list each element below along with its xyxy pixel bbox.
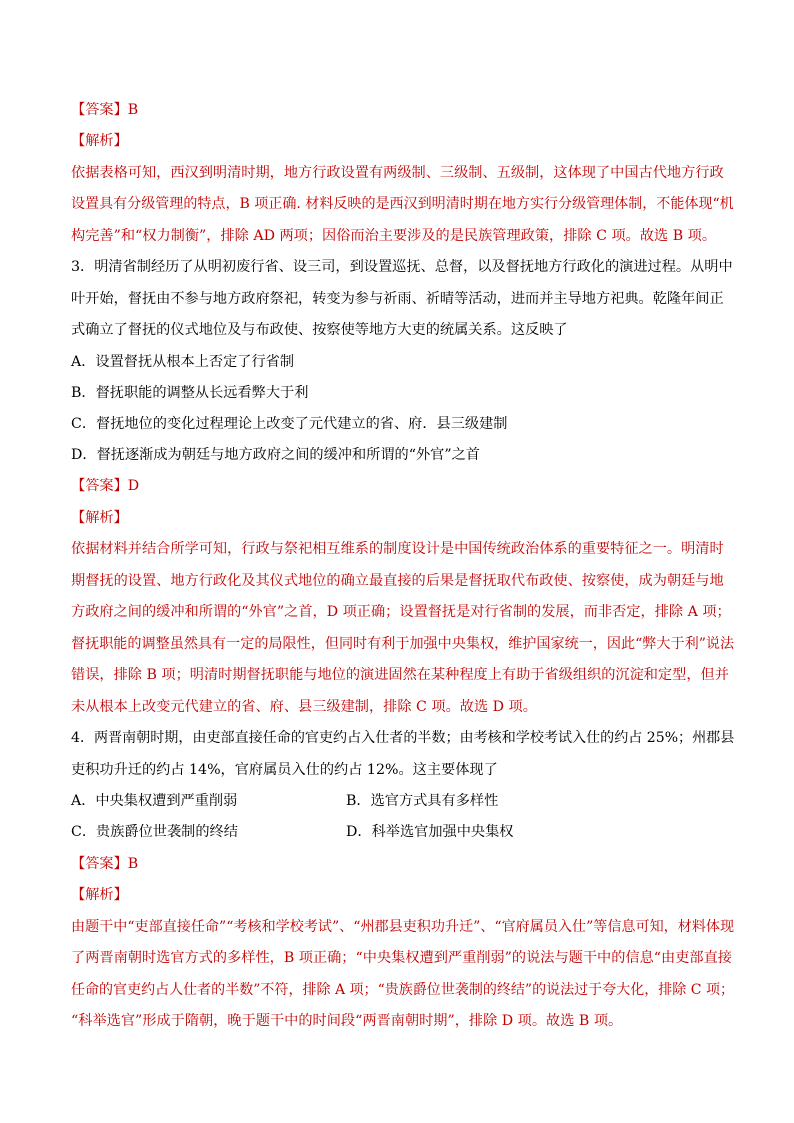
question-stem: 式确立了督抚的仪式地位及与布政使、按察使等地方大吏的统属关系。这反映了 [71, 322, 568, 338]
analysis-label: 【解析】 [71, 510, 128, 526]
answer-label: 【答案】B [71, 856, 139, 872]
analysis-label: 【解析】 [71, 133, 128, 149]
analysis-text: 设置具有分级管理的特点，B 项正确. 材料反映的是西汉到明清时期在地方实行分级管理体制，不能体现“机 [71, 196, 734, 212]
option-a: A．中央集权遭到严重削弱 [71, 793, 238, 809]
analysis-text: 期督抚的设置、地方行政化及其仪式地位的确立最直接的后果是督抚取代布政使、按察使，成为朝廷与地 [71, 573, 724, 589]
analysis-text: 构完善”和“权力制衡”，排除 AD 两项；因俗而治主要涉及的是民族管理政策，排除 C 项。故选 B 项。 [71, 228, 717, 244]
analysis-label: 【解析】 [71, 887, 128, 903]
answer-label: 【答案】D [71, 478, 140, 494]
analysis-text: 错误，排除 B 项；明清时期督抚职能与地位的演进固然在某种程度上有助于省级组织的沉淀和定型，但并 [71, 667, 729, 683]
option-a: A．设置督抚从根本上否定了行省制 [71, 354, 295, 370]
analysis-text: 由题干中“吏部直接任命”“考核和学校考试”、“州郡县吏积功升迁”、“官府属员入仕”等信息可知，材料体现 [71, 919, 735, 935]
analysis-text: 未从根本上改变元代建立的省、府、县三级建制，排除 C 项。故选 D 项。 [71, 699, 537, 715]
analysis-text: 了两晋南朝时选官方式的多样性，B 项正确；“中央集权遭到严重削弱”的说法与题干中的信息“由吏部直接 [71, 950, 732, 966]
analysis-text: “科举选官”形成于隋朝，晚于题干中的时间段“两晋南朝时期”，排除 D 项。故选 B 项。 [71, 1013, 623, 1029]
option-b: B．选官方式具有多样性 [346, 793, 499, 809]
question-stem: 3．明清省制经历了从明初废行省、设三司，到设置巡抚、总督，以及督抚地方行政化的演进过程。从明中 [71, 259, 733, 275]
question-stem: 吏积功升迁的约占 14%，官府属员入仕的约占 12%。这主要体现了 [71, 762, 498, 778]
option-d: D．督抚逐渐成为朝廷与地方政府之间的缓冲和所谓的“外官”之首 [71, 447, 480, 463]
option-d: D．科举选官加强中央集权 [346, 824, 514, 840]
question-stem: 叶开始，督抚由不参与地方政府祭祀，转变为参与祈雨、祈晴等活动，进而并主导地方祀典。乾隆年间正 [71, 291, 724, 307]
analysis-text: 依据材料并结合所学可知，行政与祭祀相互维系的制度设计是中国传统政治体系的重要特征之一。明清时 [71, 541, 724, 557]
option-c: C．督抚地位的变化过程理论上改变了元代建立的省、府．县三级建制 [71, 416, 508, 432]
option-b: B．督抚职能的调整从长远看弊大于利 [71, 385, 309, 401]
analysis-text: 依据表格可知，西汉到明清时期，地方行政设置有两级制、三级制、五级制，这体现了中国古代地方行政 [71, 165, 724, 181]
analysis-text: 任命的官吏约占人仕者的半数”不符，排除 A 项；“贵族爵位世袭制的终结”的说法过于夸大化，排除 C 项； [71, 982, 734, 998]
analysis-text: 督抚职能的调整虽然具有一定的局限性，但同时有利于加强中央集权，维护国家统一，因此“弊大于利”说法 [71, 636, 735, 652]
question-stem: 4．两晋南朝时期，由吏部直接任命的官吏约占入仕者的半数；由考核和学校考试入仕的约占 25%；州郡县 [71, 730, 735, 746]
analysis-text: 方政府之间的缓冲和所谓的“外官”之首，D 项正确；设置督抚是对行省制的发展，而非否定，排除 A 项； [71, 604, 731, 620]
option-c: C．贵族爵位世袭制的终结 [71, 824, 238, 840]
answer-label: 【答案】B [71, 102, 139, 118]
